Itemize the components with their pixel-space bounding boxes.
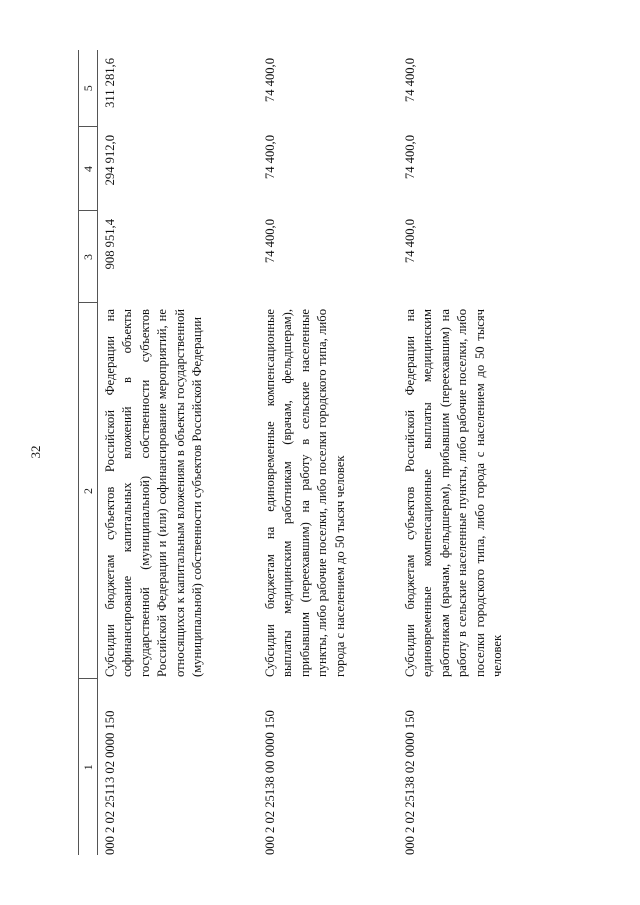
row-code: 000 2 02 25113 02 0000 150 — [103, 710, 117, 855]
table-row — [98, 50, 259, 855]
row-code: 000 2 02 25138 02 0000 150 — [403, 710, 417, 855]
row-value-5: 74 400,0 — [263, 58, 277, 103]
table-row — [398, 50, 530, 855]
row-value-3: 908 951,4 — [103, 219, 117, 270]
header-col-2: 2 — [79, 303, 98, 679]
row-value-5: 74 400,0 — [403, 58, 417, 103]
row-name: Субсидии бюджетам субъектов Российской Федерации на софинансирование капитальных вложений в объекты государственной (муниципальной) собственности субъектов Российской Федерации и (или) софинансирование мероприятий, не относящихся к капитальным вложениям в объекты государственной (муниципальной) собственности субъектов Российской Федерации — [103, 309, 204, 677]
table-row — [258, 50, 398, 855]
header-col-3: 3 — [79, 211, 98, 303]
rotated-table-container — [78, 50, 618, 855]
page-number: 32 — [28, 445, 43, 459]
row-value-4: 74 400,0 — [263, 135, 277, 180]
header-col-5: 5 — [79, 50, 98, 127]
row-code: 000 2 02 25138 00 0000 150 — [263, 710, 277, 855]
header-col-1: 1 — [79, 679, 98, 855]
budget-table — [78, 50, 530, 855]
row-value-4: 74 400,0 — [403, 135, 417, 180]
row-value-3: 74 400,0 — [263, 219, 277, 264]
row-name: Субсидии бюджетам субъектов Российской Федерации на единовременные компенсационные выплаты медицинским работникам (врачам, фельдшерам), прибывшим (переехавшим) на работу в сельские населенные пункты, либо рабочие поселки, либо поселки городского типа, либо города с населением до 50 тысяч человек — [403, 309, 504, 677]
row-value-5: 311 281,6 — [103, 58, 117, 108]
row-value-4: 294 912,0 — [103, 135, 117, 186]
header-row — [79, 50, 98, 855]
row-value-3: 74 400,0 — [403, 219, 417, 264]
header-col-4: 4 — [79, 127, 98, 211]
row-name: Субсидии бюджетам на единовременные компенсационные выплаты медицинским работникам (врачам, фельдшерам), прибывшим (переехавшим) на работу в сельские населенные пункты, либо рабочие поселки, либо поселки городского типа, либо города с населением до 50 тысяч человек — [263, 309, 347, 677]
